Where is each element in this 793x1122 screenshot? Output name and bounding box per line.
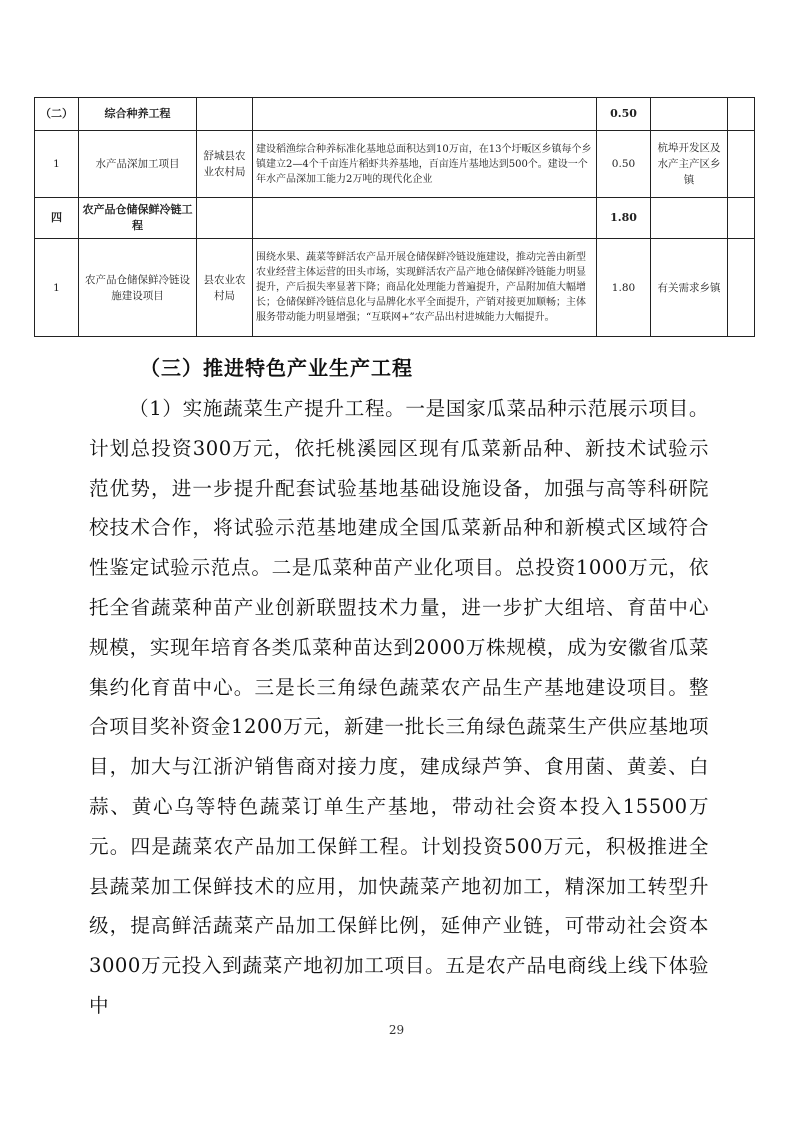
content-cell: 建设稻渔综合种养标准化基地总面积达到10万亩，在13个圩畈区乡镇每个乡镇建立2—4个千亩连片稻虾共养基地，百亩连片基地达到500个。建设一个年水产品深加工能力2万吨的现代化企业 — [253, 131, 597, 198]
page-number: 29 — [388, 1023, 405, 1037]
location-cell — [651, 98, 728, 131]
project-name-cell: 农产品仓储保鲜冷链工程 — [79, 198, 197, 239]
unit-cell: 舒城县农业农村局 — [197, 131, 253, 198]
location-cell — [651, 198, 728, 239]
amount-cell: 0.50 — [597, 131, 651, 198]
seq-cell: （二） — [35, 98, 79, 131]
project-name-cell: 农产品仓储保鲜冷链设施建设项目 — [79, 239, 197, 337]
project-name-cell: 综合种养工程 — [79, 98, 197, 131]
extra-cell — [728, 198, 755, 239]
content-cell — [253, 198, 597, 239]
unit-cell: 县农业农村局 — [197, 239, 253, 337]
content-cell — [253, 98, 597, 131]
table-row — [35, 131, 755, 198]
table-row — [35, 98, 755, 131]
unit-cell — [197, 198, 253, 239]
extra-cell — [728, 131, 755, 198]
seq-cell: 1 — [35, 239, 79, 337]
table-row — [35, 239, 755, 337]
amount-cell: 1.80 — [597, 198, 651, 239]
extra-cell — [728, 98, 755, 131]
project-name-cell: 水产品深加工项目 — [79, 131, 197, 198]
content-cell: 围绕水果、蔬菜等鲜活农产品开展仓储保鲜冷链设施建设，推动完善由新型农业经营主体运营的田头市场，实现鲜活农产品产地仓储保鲜冷链能力明显提升，产后损失率显著下降；商品化处理能力普遍提升，产品附加值大幅增长；仓储保鲜冷链信息化与品牌化水平全面提升，产销对接更加顺畅；主体服务带动能力明显增强；“互联网+”农产品出村进城能力大幅提升。 — [253, 239, 597, 337]
extra-cell — [728, 239, 755, 337]
seq-cell: 1 — [35, 131, 79, 198]
seq-cell: 四 — [35, 198, 79, 239]
section-heading: （三）推进特色产业生产工程 — [140, 356, 413, 380]
location-cell: 有关需求乡镇 — [651, 239, 728, 337]
amount-cell: 0.50 — [597, 98, 651, 131]
amount-cell: 1.80 — [597, 239, 651, 337]
table-row — [35, 198, 755, 239]
project-table — [34, 97, 755, 337]
location-cell: 杭埠开发区及水产主产区乡镇 — [651, 131, 728, 198]
body-paragraph: （1）实施蔬菜生产提升工程。一是国家瓜菜品种示范展示项目。计划总投资300万元，依托桃溪园区现有瓜菜新品种、新技术试验示范优势，进一步提升配套试验基地基础设施设备，加强与高等科研院校技术合作，将试验示范基地建成全国瓜菜新品种和新模式区域符合性鉴定试验示范点。二是瓜菜种苗产业化项目。总投资1000万元，依托全省蔬菜种苗产业创新联盟技术力量，进一步扩大组培、育苗中心规模，实现年培育各类瓜菜种苗达到2000万株规模，成为安徽省瓜菜集约化育苗中心。三是长三角绿色蔬菜农产品生产基地建设项目。整合项目奖补资金1200万元，新建一批长三角绿色蔬菜生产供应基地项目，加大与江浙沪销售商对接力度，建成绿芦笋、食用菌、黄姜、白蒜、黄心乌等特色蔬菜订单生产基地，带动社会资本投入15500万元。四是蔬菜农产品加工保鲜工程。计划投资500万元，积极推进全县蔬菜加工保鲜技术的应用，加快蔬菜产地初加工，精深加工转型升级，提高鲜活蔬菜产品加工保鲜比例，延伸产业链，可带动社会资本3000万元投入到蔬菜产地初加工项目。五是农产品电商线上线下体验中 — [89, 397, 709, 1017]
unit-cell — [197, 98, 253, 131]
